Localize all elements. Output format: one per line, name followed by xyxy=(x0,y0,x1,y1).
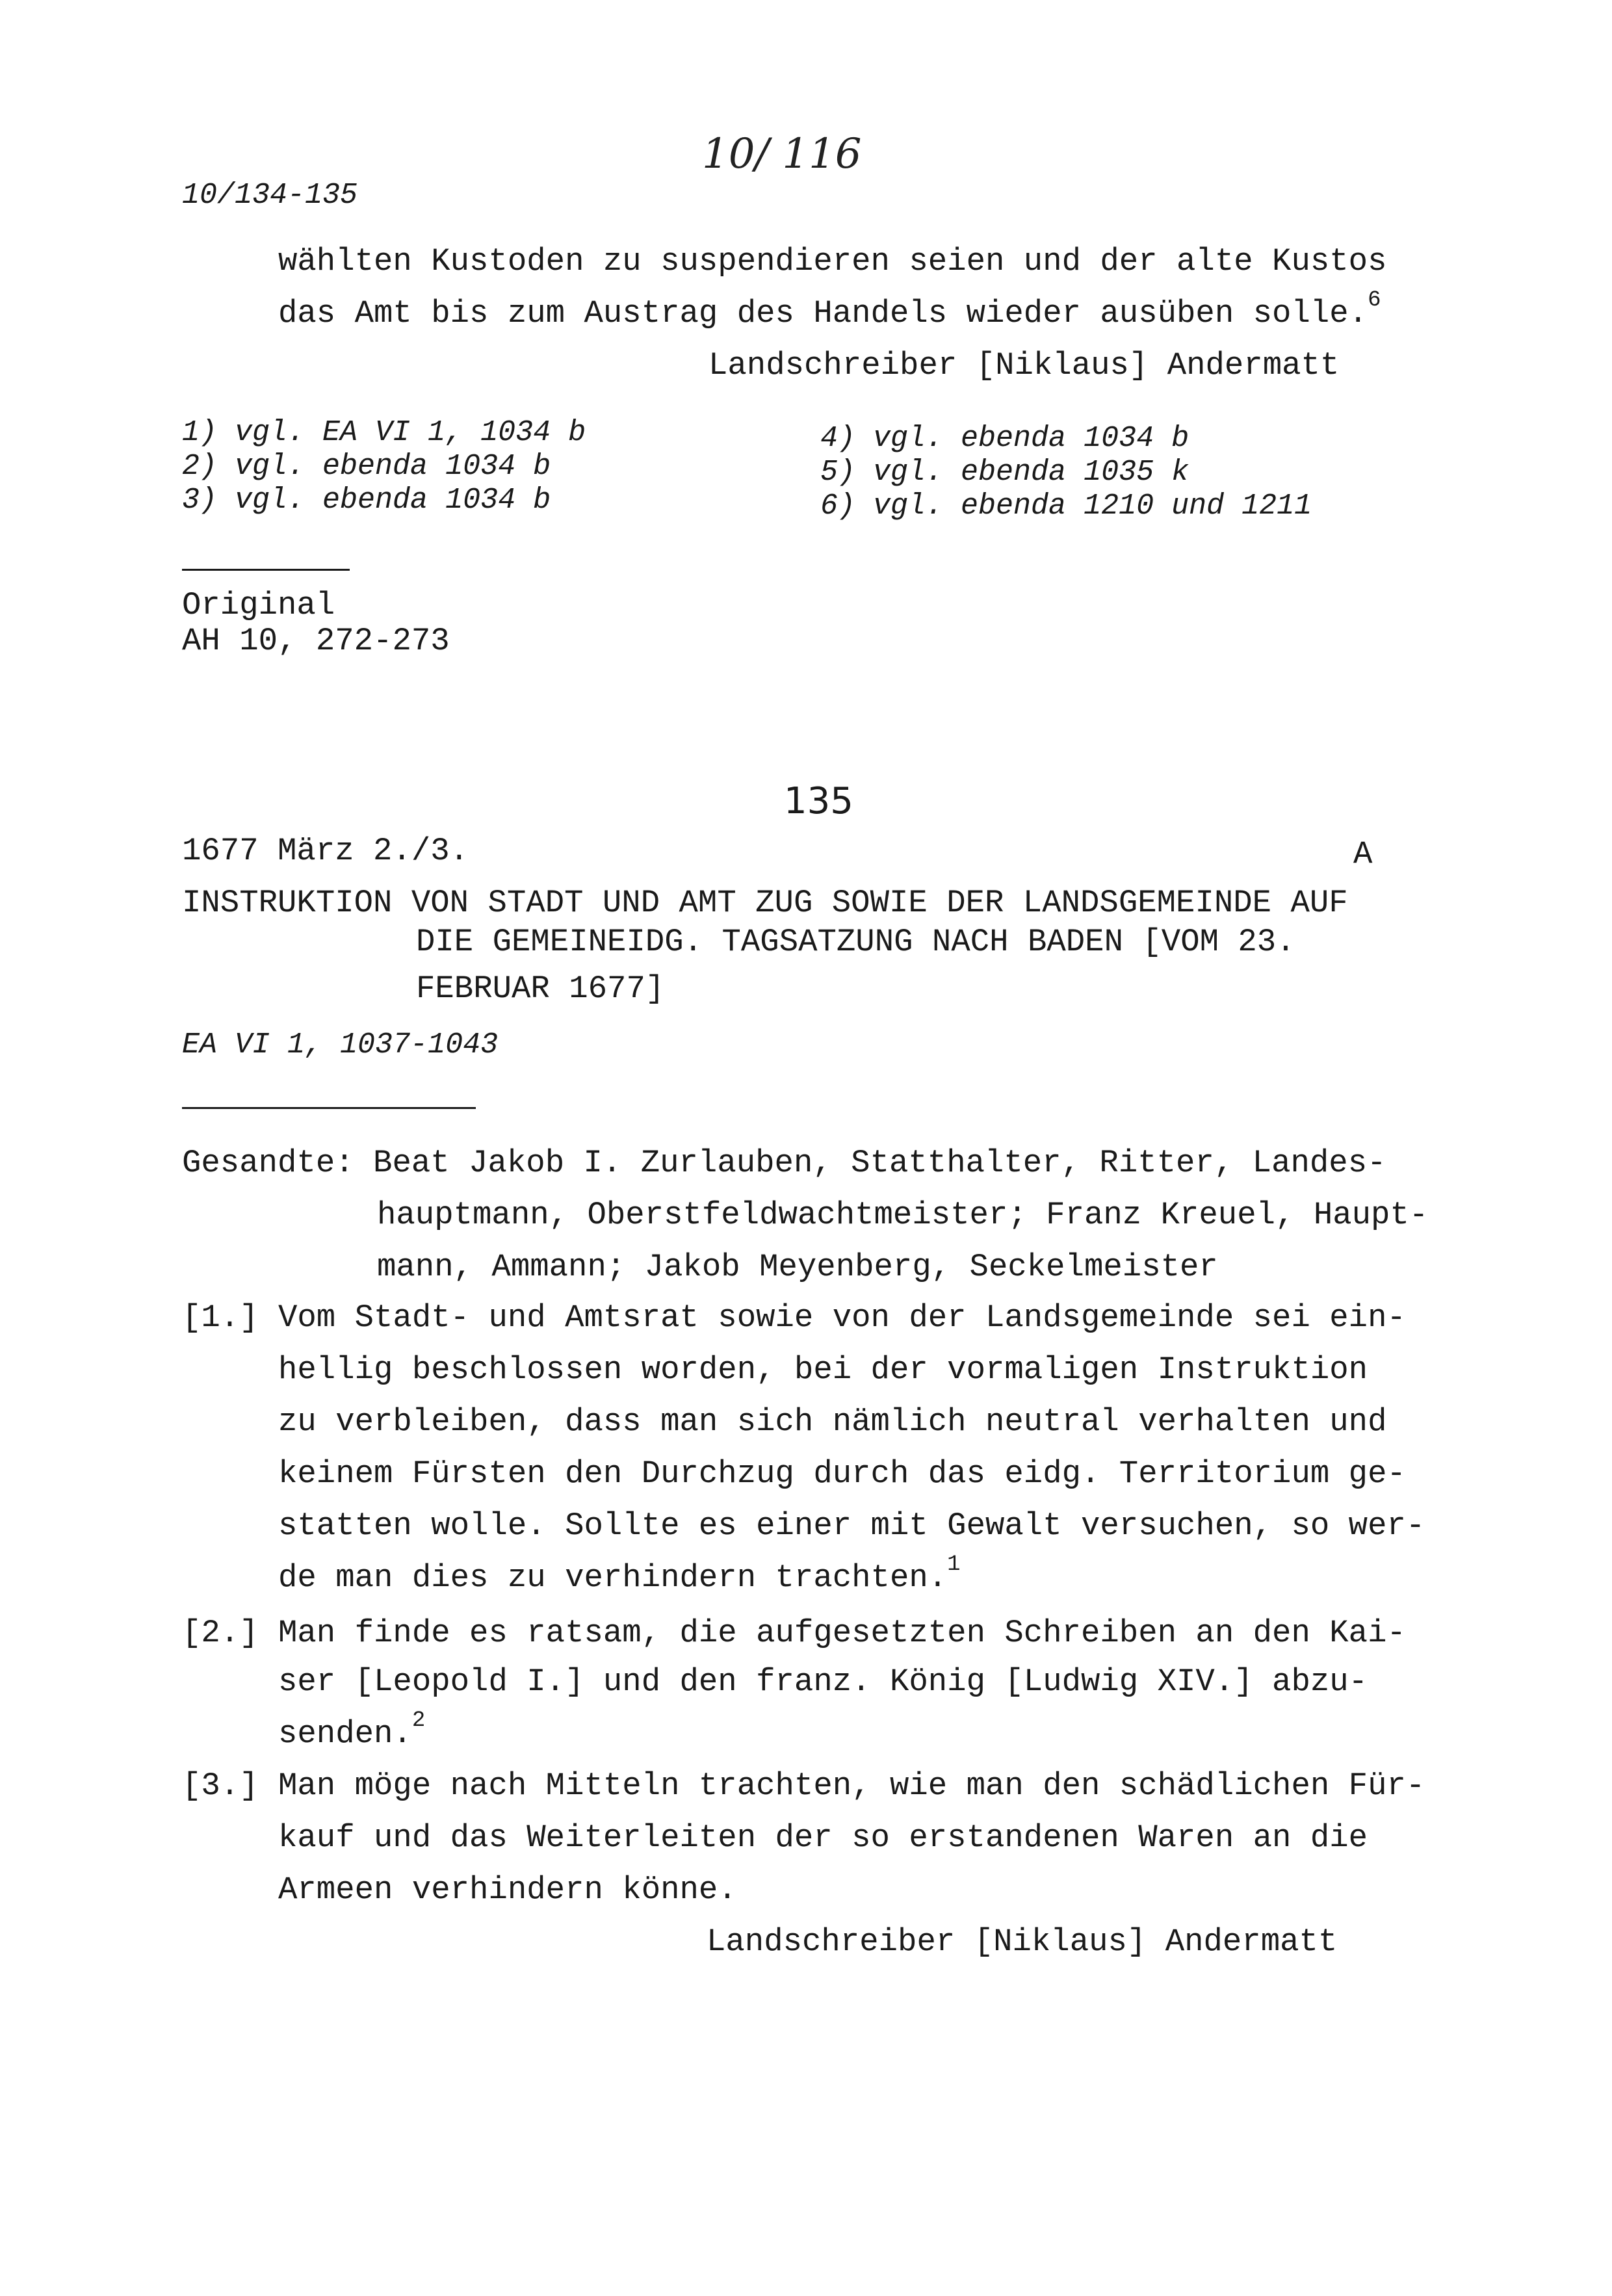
item-2-line-2: ser [Leopold I.] und den franz. König [Ludwig XIV.] abzu- xyxy=(278,1663,1368,1700)
separator-rule xyxy=(182,569,350,571)
source-archive: AH 10, 272-273 xyxy=(182,623,450,659)
item-1-line-5: statten wolle. Sollte es einer mit Gewalt versuchen, so wer- xyxy=(278,1507,1425,1544)
item-1-line-3: zu verbleiben, dass man sich nämlich neutral verhalten und xyxy=(278,1403,1387,1440)
footnote-5: 5) vgl. ebenda 1035 k xyxy=(820,456,1190,489)
delegates-line-1: Gesandte: Beat Jakob I. Zurlauben, Statthalter, Ritter, Landes- xyxy=(182,1145,1386,1181)
footnote-1: 1) vgl. EA VI 1, 1034 b xyxy=(182,416,586,449)
closing-signature: Landschreiber [Niklaus] Andermatt xyxy=(707,1924,1338,1960)
entry-title-line-3: FEBRUAR 1677] xyxy=(416,971,665,1007)
entry-date: 1677 März 2./3. xyxy=(182,833,469,869)
delegates-line-2: hauptmann, Oberstfeldwachtmeister; Franz Kreuel, Haupt- xyxy=(377,1197,1429,1233)
footnote-3: 3) vgl. ebenda 1034 b xyxy=(182,484,551,517)
prev-entry-signature: Landschreiber [Niklaus] Andermatt xyxy=(708,347,1340,384)
item-number: [2.] xyxy=(182,1615,259,1651)
item-3-line-1: Man möge nach Mitteln trachten, wie man den schädlichen Für- xyxy=(278,1768,1425,1804)
page-reference: 10/134-135 xyxy=(182,179,358,212)
prev-entry-line-2: das Amt bis zum Austrag des Handels wieder ausüben solle.$^6$ xyxy=(278,287,1381,332)
item-1-line-6: de man dies zu verhindern trachten.$^1$ xyxy=(278,1552,961,1596)
entry-title-line-1: INSTRUKTION VON STADT UND AMT ZUG SOWIE DER LANDSGEMEINDE AUF xyxy=(182,885,1348,921)
handwritten-page-number: 10/ 116 xyxy=(702,130,862,178)
delegates-line-3: mann, Ammann; Jakob Meyenberg, Seckelmeister xyxy=(377,1249,1218,1285)
footnote-ref: 2 xyxy=(411,1708,426,1733)
entry-letter: A xyxy=(1353,836,1373,872)
item-3-line-3: Armeen verhindern könne. xyxy=(278,1872,737,1908)
prev-entry-line-1: wählten Kustoden zu suspendieren seien und der alte Kustos xyxy=(278,243,1387,280)
item-number: [1.] xyxy=(182,1299,259,1336)
source-original: Original xyxy=(182,587,335,623)
item-2-line-3: senden.$^2$ xyxy=(278,1708,426,1752)
entry-reference: EA VI 1, 1037-1043 xyxy=(182,1028,499,1062)
separator-rule xyxy=(182,1107,476,1109)
footnote-6: 6) vgl. ebenda 1210 und 1211 xyxy=(820,489,1312,523)
footnote-ref: 6 xyxy=(1368,287,1381,313)
item-3-line-2: kauf und das Weiterleiten der so erstandenen Waren an die xyxy=(278,1820,1368,1856)
item-1-line-1: Vom Stadt- und Amtsrat sowie von der Landsgemeinde sei ein- xyxy=(278,1299,1406,1336)
entry-number: 135 xyxy=(784,780,853,822)
footnote-4: 4) vgl. ebenda 1034 b xyxy=(820,422,1190,455)
item-1-line-4: keinem Fürsten den Durchzug durch das eidg. Territorium ge- xyxy=(278,1455,1406,1492)
entry-title-line-2: DIE GEMEINEIDG. TAGSATZUNG NACH BADEN [VOM 23. xyxy=(416,924,1295,960)
item-1-line-2: hellig beschlossen worden, bei der vormaligen Instruktion xyxy=(278,1351,1368,1388)
item-number: [3.] xyxy=(182,1768,259,1804)
footnote-2: 2) vgl. ebenda 1034 b xyxy=(182,450,551,483)
footnote-ref: 1 xyxy=(947,1552,961,1577)
item-2-line-1: Man finde es ratsam, die aufgesetzten Schreiben an den Kai- xyxy=(278,1615,1406,1651)
